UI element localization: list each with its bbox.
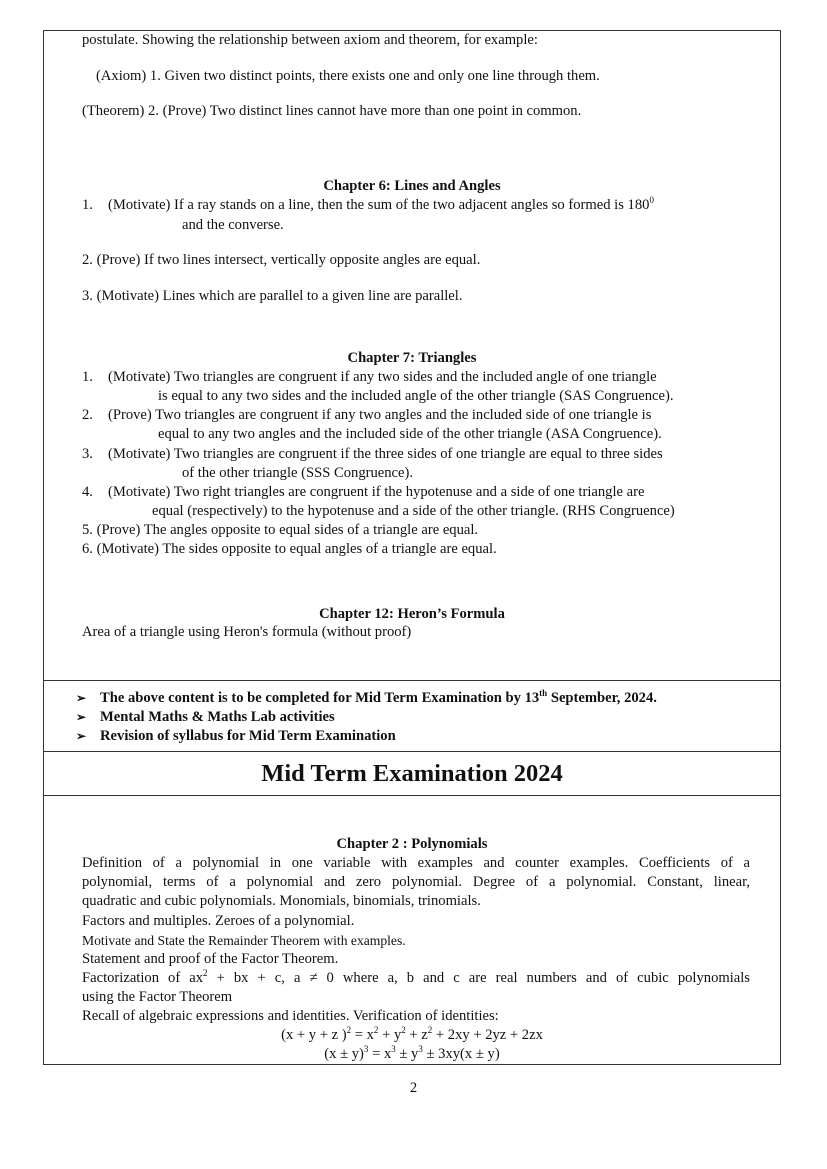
ch2-para1-line2: polynomial, terms of a polynomial and zero polynomial. Degree of a polynomial. Constant, linear,	[82, 874, 750, 890]
ch2-para3: Motivate and State the Remainder Theorem with examples.	[82, 933, 406, 948]
ch7-item3-number: 3.	[82, 446, 93, 462]
ch2-para1-line1: Definition of a polynomial in one variable with examples and counter examples. Coefficients of a	[82, 855, 750, 871]
ch7-item3-line2: of the other triangle (SSS Congruence).	[182, 465, 414, 481]
identity-2: $(x \pm y)^3 = x^3 \pm y^3 \pm 3xy(x \pm y)$	[324, 1044, 500, 1062]
axiom-line: (Axiom) 1. Given two distinct points, there exists one and only one line through them.	[96, 68, 600, 84]
chapter-6-title: Chapter 6: Lines and Angles	[323, 178, 501, 194]
chapter-2-title: Chapter 2 : Polynomials	[336, 836, 488, 852]
note-completion: ➢ The above content is to be completed for Mid Term Examination by 13th September, 2024.	[76, 688, 657, 706]
ch7-item4-line2: equal (respectively) to the hypotenuse and a side of the other triangle. (RHS Congruence)	[152, 503, 675, 519]
ch6-item1-line2: and the converse.	[182, 217, 284, 233]
ch6-item2: 2. (Prove) If two lines intersect, vertically opposite angles are equal.	[82, 252, 481, 268]
ch2-para5-line1: Factorization of $ax^2$ + bx + c, a ≠ 0 where a, b and c are real numbers and of cubic polynomials	[82, 968, 750, 986]
ch7-item2-number: 2.	[82, 407, 93, 423]
ch7-item4-line1: (Motivate) Two right triangles are congruent if the hypotenuse and a side of one triangle are	[108, 484, 645, 500]
identity-1: (x + y + z )$^2 = x^2 + y^2 + z^2 + 2xy + 2yz + 2zx$	[281, 1025, 543, 1043]
ch2-para4: Statement and proof of the Factor Theorem.	[82, 951, 339, 967]
intro-line: postulate. Showing the relationship between axiom and theorem, for example:	[82, 32, 538, 48]
ch2-para1-line3: quadratic and cubic polynomials. Monomials, binomials, trinomials.	[82, 893, 481, 909]
chapter-7-title: Chapter 7: Triangles	[347, 350, 477, 366]
page-number: 2	[409, 1080, 418, 1096]
chapter-12-title: Chapter 12: Heron’s Formula	[319, 606, 505, 622]
ch7-item3-line1: (Motivate) Two triangles are congruent if the three sides of one triangle are equal to three sides	[108, 446, 663, 462]
ch7-item1-line1: (Motivate) Two triangles are congruent if any two sides and the included angle of one triangle	[108, 369, 657, 385]
ch7-item6: 6. (Motivate) The sides opposite to equal angles of a triangle are equal.	[82, 541, 497, 557]
ch6-item1-number: 1.	[82, 197, 93, 213]
ch2-para6: Recall of algebraic expressions and identities. Verification of identities:	[82, 1008, 499, 1024]
ch2-para5-line2: using the Factor Theorem	[82, 989, 233, 1005]
ch7-item1-line2: is equal to any two sides and the included angle of the other triangle (SAS Congruence).	[158, 388, 674, 404]
ch2-para2: Factors and multiples. Zeroes of a polynomial.	[82, 913, 355, 929]
note-mental-maths: ➢ Mental Maths & Maths Lab activities	[76, 709, 335, 725]
ch6-item3: 3. (Motivate) Lines which are parallel to a given line are parallel.	[82, 288, 463, 304]
ch7-item2-line2: equal to any two angles and the included side of the other triangle (ASA Congruence).	[158, 426, 662, 442]
ch7-item2-line1: (Prove) Two triangles are congruent if any two angles and the included side of one triangle is	[108, 407, 652, 423]
theorem-line: (Theorem) 2. (Prove) Two distinct lines cannot have more than one point in common.	[82, 103, 582, 119]
ch7-item4-number: 4.	[82, 484, 93, 500]
arrow-bullet-icon: ➢	[76, 710, 87, 724]
ch12-line: Area of a triangle using Heron's formula (without proof)	[82, 624, 412, 640]
note-revision: ➢ Revision of syllabus for Mid Term Examination	[76, 728, 396, 744]
arrow-bullet-icon: ➢	[76, 729, 87, 743]
exam-title: Mid Term Examination 2024	[261, 760, 563, 787]
arrow-bullet-icon: ➢	[76, 691, 87, 705]
ch7-item1-number: 1.	[82, 369, 93, 385]
ch6-item1-line1: (Motivate) If a ray stands on a line, then the sum of the two adjacent angles so formed is $180^0$	[108, 195, 654, 213]
ch7-item5: 5. (Prove) The angles opposite to equal sides of a triangle are equal.	[82, 522, 479, 538]
